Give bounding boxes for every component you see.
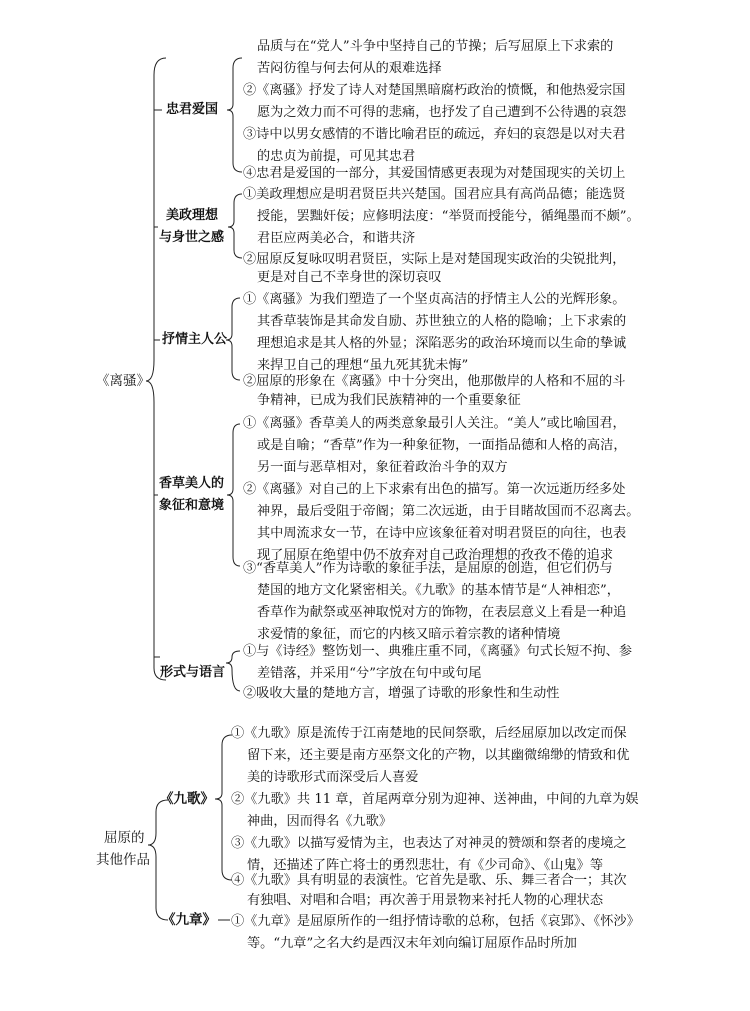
root2-brace xyxy=(148,800,168,920)
branch-label-jiuzhang: 《九章》 xyxy=(162,912,216,928)
item-text: 香草作为献祭或巫神取悦对方的饰物，在表层意义上看是一种追 xyxy=(257,605,627,620)
item-text: ①《九歌》原是流传于江南楚地的民间祭歌，后经屈原加以改定而保 xyxy=(231,726,627,741)
item-text: 愿为之效力而不可得的悲痛，也抒发了自己遭到不公待遇的哀怨 xyxy=(257,105,627,120)
item-text: ①与《诗经》整饬划一、典雅庄重不同，《离骚》句式长短不拘、参 xyxy=(243,644,633,659)
item-text: ②《离骚》抒发了诗人对楚国黑暗腐朽政治的愤慨，和他热爱宗国 xyxy=(243,83,626,98)
item-text: ①美政理想应是明君贤臣共兴楚国。国君应具有高尚品德；能选贤 xyxy=(243,187,626,202)
item-text: 留下来，还主要是南方巫祭文化的产物，以其幽微绵缈的情致和优 xyxy=(247,748,630,763)
item-text: 差错落，并采用“兮”字放在句中或句尾 xyxy=(257,666,482,681)
sub-brace-4 xyxy=(227,424,240,566)
item-text: 另一面与恶草相对，象征着政治斗争的双方 xyxy=(257,460,508,475)
branch-label-meizheng-1: 美政理想 xyxy=(166,208,219,223)
sub-brace-3 xyxy=(226,298,240,380)
item-text: 其香草装饰是其命发自励、苏世独立的人格的隐喻；上下求索的 xyxy=(257,314,627,329)
branch-label-jiuge: 《九歌》 xyxy=(160,791,214,807)
item-text: ①《离骚》香草美人的两类意象最引人关注。“美人”或比喻国君， xyxy=(243,416,626,431)
item-text: ②屈原反复咏叹明君贤臣，实际上是对楚国现实政治的尖锐批判， xyxy=(243,252,626,267)
item-text: ②屈原的形象在《离骚》中十分突出，他那傲岸的人格和不屈的斗 xyxy=(243,374,626,389)
item-text: ④《九歌》具有明显的表演性。它首先是歌、乐、舞三者合一；其次 xyxy=(231,873,627,888)
root-brace xyxy=(146,58,166,680)
branch-label-xiangcao-1: 香草美人的 xyxy=(159,476,225,491)
item-text: 有独唱、对唱和合唱；再次善于用景物来衬托人物的心理状态 xyxy=(247,893,604,908)
item-text: 理想追求是其人格的外显；深陷恶劣的政治环境而以生命的挚诚 xyxy=(257,336,627,351)
item-text: 苦闷彷徨与何去何从的艰难选择 xyxy=(257,61,442,76)
item-text: 的忠贞为前提，可见其忠君 xyxy=(257,149,416,164)
sub-brace-1 xyxy=(227,58,242,172)
item-text: ③诗中以男女感情的不谐比喻君臣的疏远，弃妇的哀怨是以对夫君 xyxy=(243,127,626,142)
item-text: ④忠君是爱国的一部分，其爱国情感更表现为对楚国现实的关切上 xyxy=(243,166,626,181)
item-text: ③《九歌》以描写爱情为主，也表达了对神灵的赞颂和祭者的虔境之 xyxy=(231,836,627,851)
item-text: 授能，罢黜奸佞；应修明法度：“举贤而授能兮，循绳墨而不颇”。 xyxy=(257,209,640,224)
item-text: 更是对自己不幸身世的深切哀叹 xyxy=(257,270,442,285)
root-other-works-1: 屈原的 xyxy=(104,830,145,846)
item-text: 求爱情的象征，而它的内核又暗示着宗教的诸种情境 xyxy=(257,627,561,642)
item-text: ②吸收大量的楚地方言，增强了诗歌的形象性和生动性 xyxy=(243,686,560,701)
item-text: 争精神，已成为我们民族精神的一个重要象征 xyxy=(257,393,521,408)
item-text: 或是自喻；“香草”作为一种象征物，一面指品德和人格的高洁， xyxy=(257,438,627,453)
item-text: 等。“九章”之名大约是西汉末年刘向编订屈原作品时所加 xyxy=(247,936,577,951)
sub-brace-5 xyxy=(226,651,240,691)
branch-label-meizheng-2: 与身世之感 xyxy=(159,230,225,245)
item-text: 来捍卫自己的理想“虽九死其犹未悔” xyxy=(257,358,469,373)
item-text: 现了屈原在绝望中仍不放弃对自己政治理想的孜孜不倦的追求 xyxy=(257,548,614,563)
branch-label-xingshi: 形式与语言 xyxy=(160,665,226,680)
item-text: ①《九章》是屈原所作的一组抒情诗歌的总称，包括《哀郢》、《怀沙》 xyxy=(231,914,640,929)
item-text: 君臣应两美必合，和谐共济 xyxy=(257,231,416,246)
item-text: 神曲，因而得名《九歌》 xyxy=(247,814,393,829)
item-text: ①《离骚》为我们塑造了一个坚贞高洁的抒情主人公的光辉形象。 xyxy=(243,292,626,307)
item-text: 其中周流求女一节，在诗中应该象征着对明君贤臣的向往，也表 xyxy=(257,526,627,541)
sub-brace-2 xyxy=(228,194,242,258)
item-text: 品质与在“党人”斗争中坚持自己的节操；后写屈原上下求索的 xyxy=(257,39,614,54)
item-text: ③“香草美人”作为诗歌的象征手法，是屈原的创造，但它们仍与 xyxy=(243,561,613,576)
item-text: 美的诗歌形式而深受后人喜爱 xyxy=(247,770,419,785)
root-other-works-2: 其他作品 xyxy=(96,852,150,868)
item-text: 神界，最后受阻于帝阍；第二次远逝，由于目睹故国而不忍离去。 xyxy=(257,504,640,519)
item-text: ②《离骚》对自己的上下求索有出色的描写。第一次远逝历经多处 xyxy=(243,482,626,497)
item-text: 情，还描述了阵亡将士的勇烈悲壮，有《少司命》、《山鬼》等 xyxy=(247,858,604,873)
branch-label-xiangcao-2: 象征和意境 xyxy=(159,498,225,513)
branch-label-zhongjun: 忠君爱国 xyxy=(166,102,219,117)
sub-brace-jiuge xyxy=(215,735,232,880)
root-liaosao: 《离骚》 xyxy=(96,373,150,389)
item-text: 楚国的地方文化紧密相关。《九歌》的基本情节是“人神相恋”， xyxy=(257,583,620,598)
item-text: ②《九歌》共 11 章，首尾两章分别为迎神、送神曲，中间的九章为娱 xyxy=(231,792,639,807)
branch-label-shuqing: 抒情主人公 xyxy=(162,332,228,347)
